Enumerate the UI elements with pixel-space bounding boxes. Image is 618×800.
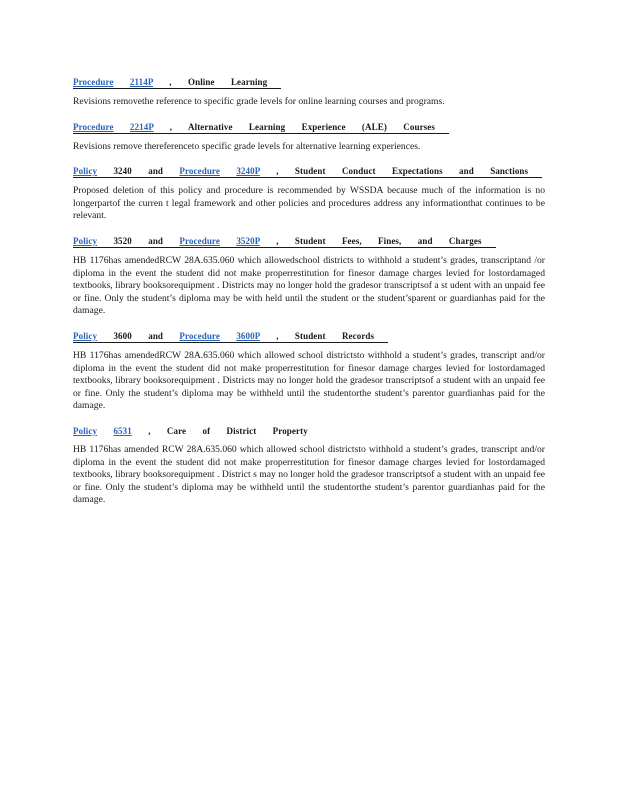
heading-link-policy[interactable]: Policy [73,235,98,246]
heading-link-number[interactable]: 2114P [129,77,153,87]
heading-title: , Alternative Learning Experience (ALE) Courses [169,121,435,132]
section-body: HB 1176has amendedRCW 28A.635.060 which allowedschool districts to withhold a student’s grades, transcriptand /or diploma in the event the student did not make properrestitution for finesor damage charges levied for lostordamaged textbooks, library booksorequipment . Districts may no longer hold the gradesor transcriptsof a st udent with an unpaid fee or fine. Only the student’s diploma may be with held until the student or the student’sparent or guardianhas paid for the damage. [73,254,545,317]
heading-link-procedure[interactable]: Procedure [179,235,220,246]
section-body: Revisions removethe reference to specific grade levels for online learning courses and programs. [73,96,445,107]
section-body: Proposed deletion of this policy and procedure is recommended by WSSDA because much of the information is no longerpartof the curren t legal framework and other policies and procedures address any informationthat continues to be relevant. [73,185,545,222]
section-policy-3520 [73,231,545,318]
document-content [73,72,545,515]
heading-title: , Student Conduct Expectations and Sanctions [276,166,529,177]
heading-title: , Care of District Property [148,425,308,436]
heading-number: 3600 [113,330,132,341]
heading-link-procedure[interactable]: Procedure [179,166,220,177]
section-policy-6531 [73,421,545,507]
section-body: Revisions remove thereferenceto specific grade levels for alternative learning experiences. [73,140,421,152]
heading-link-procedure[interactable]: Procedure [73,77,114,87]
section-heading [73,165,542,178]
section-body: HB 1176has amendedRCW 28A.635.060 which allowed school districtsto withhold a student’s grades, transcript and/or diploma in the event the student did not make properrestitution for finesor damage charges levied for lostordamaged textbooks, library booksorequipment . Districts may no longer hold the gradesor transcriptsof a student with an unpaid fee or fine. Only the student’s diploma may be withheld until the studentorthe student’s parentor guardianhas paid for the damage. [73,349,545,412]
section-policy-3600 [73,326,545,413]
section-heading [73,76,281,89]
heading-link-policy[interactable]: Policy [73,425,98,436]
heading-link-procedure[interactable]: Procedure [73,121,114,132]
section-heading [73,235,496,248]
section-heading [73,330,388,343]
heading-and: and [148,166,164,177]
heading-link-policy[interactable]: Policy [73,166,98,177]
heading-and: and [148,235,164,246]
heading-and: and [148,330,164,341]
heading-number: 3240 [113,166,132,177]
heading-title: , Student Fees, Fines, and Charges [276,235,482,246]
heading-title: , Online Learning [169,77,268,87]
section-heading [73,425,322,437]
heading-link-number[interactable]: 2214P [129,121,154,132]
heading-link-policy[interactable]: Policy [73,330,98,341]
heading-number: 3520 [113,235,132,246]
heading-link-number[interactable]: 3240P [236,166,260,177]
heading-link-procedure[interactable]: Procedure [179,330,220,341]
section-heading [73,121,449,134]
heading-link-number[interactable]: 6531 [113,425,132,436]
section-policy-3240 [73,161,545,223]
heading-link-number[interactable]: 3520P [236,235,260,246]
heading-link-number[interactable]: 3600P [236,330,260,341]
section-procedure-2114p [73,72,545,109]
heading-title: , Student Records [276,330,375,341]
section-procedure-2214p [73,117,545,154]
section-body: HB 1176has amended RCW 28A.635.060 which allowed school districtsto withhold a student’s grades, transcript and/or diploma in the event the student did not make properrestitution for finesor damage charges levied for lostordamaged textbooks, library booksorequipment . District s may no longer hold the gradesor transcriptsof a student with an unpaid fee or fine. Only the student’s diploma may be withheld until the studentorthe student’s parentor guardianhas paid for the damage. [73,443,545,506]
